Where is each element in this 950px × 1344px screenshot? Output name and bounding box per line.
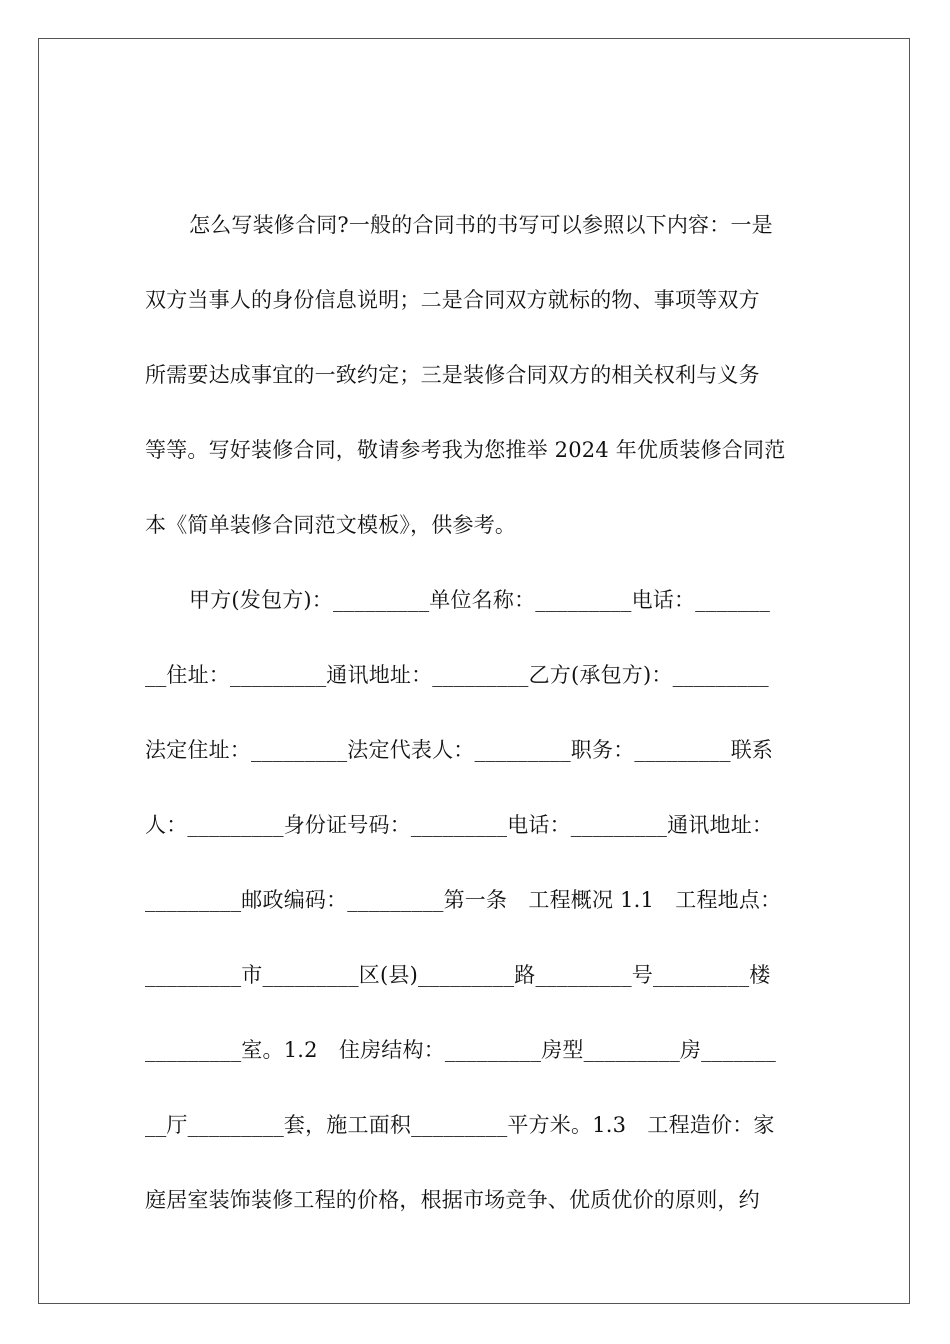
text-line: 甲方(发包方)：_________单位名称：_________电话：_______ — [189, 588, 771, 612]
intro-paragraph — [145, 195, 805, 570]
text-line: _________室。1.2 住房结构：_________房型_________房_______ — [145, 1038, 776, 1062]
text-line: 法定住址：_________法定代表人：_________职务：_________联系 — [145, 738, 774, 762]
contract-paragraph — [145, 570, 805, 1245]
text-line: __厅_________套，施工面积_________平方米。1.3 工程造价：家 — [145, 1113, 775, 1137]
text-line: 庭居室装饰装修工程的价格，根据市场竞争、优质优价的原则，约 — [145, 1188, 760, 1212]
text-line: __住址：_________通讯地址：_________乙方(承包方)：_________ — [145, 663, 769, 687]
document-body — [145, 195, 805, 1245]
text-line: 本《简单装修合同范文模板》，供参考。 — [145, 513, 517, 537]
text-line: _________邮政编码：_________第一条 工程概况 1.1 工程地点： — [145, 888, 782, 912]
text-line: 人：_________身份证号码：_________电话：_________通讯地址： — [145, 813, 774, 837]
text-line: 双方当事人的身份信息说明；二是合同双方就标的物、事项等双方 — [145, 288, 760, 312]
text-line: 所需要达成事宜的一致约定；三是装修合同双方的相关权利与义务 — [145, 363, 760, 387]
text-line: 怎么写装修合同?一般的合同书的书写可以参照以下内容：一是 — [189, 213, 773, 237]
text-line: _________市_________区(县)_________路_________号_________楼 — [145, 963, 771, 987]
text-line: 等等。写好装修合同，敬请参考我为您推举 2024 年优质装修合同范 — [145, 438, 786, 462]
